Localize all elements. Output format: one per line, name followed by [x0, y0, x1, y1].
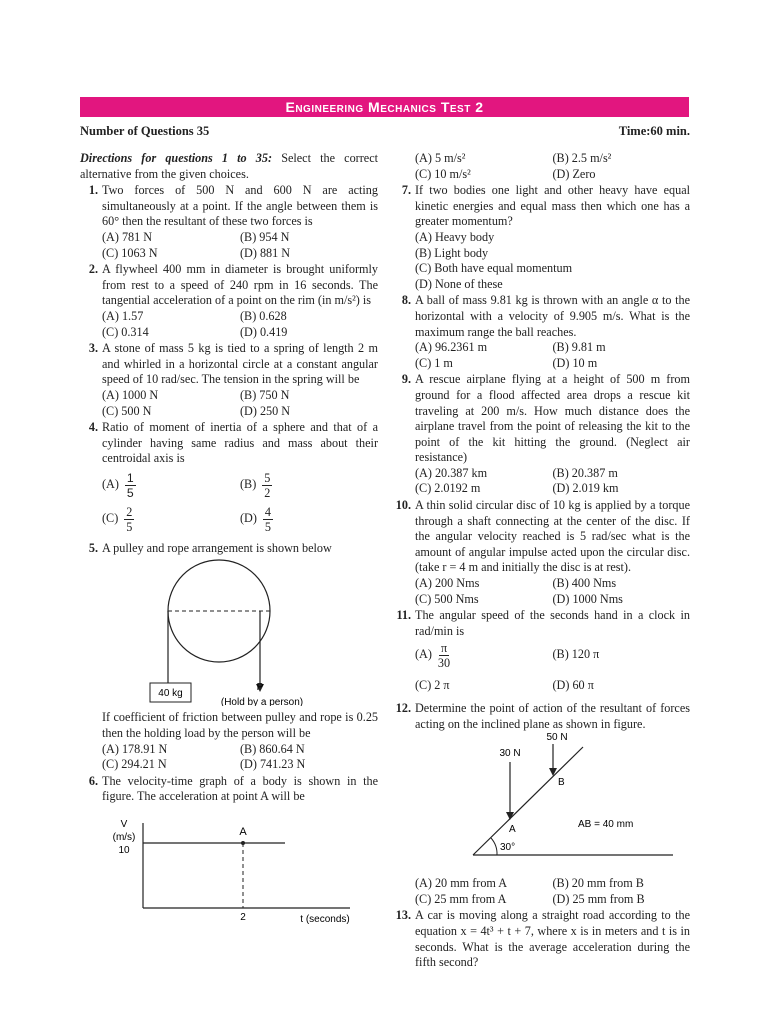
option[interactable]: (B) 2.5 m/s² — [552, 151, 612, 165]
velocity-time-graph — [80, 805, 378, 933]
unit-label: (m/s) — [112, 832, 136, 844]
question-8-options — [393, 340, 690, 371]
option[interactable]: (C) 10 m/s² — [415, 166, 471, 181]
force-50n-label: 50 N — [546, 732, 568, 744]
option[interactable]: (C) 294.21 N — [102, 757, 167, 772]
question-5: 5. A pulley and rope arrangement is shown below — [88, 540, 332, 555]
left-column — [80, 151, 378, 937]
option[interactable]: (A) 200 Nms — [415, 576, 480, 591]
p-label: P — [256, 682, 264, 694]
question-6-options — [393, 151, 690, 182]
inclined-plane-figure — [393, 732, 690, 872]
point-a-label: A — [239, 826, 247, 839]
option[interactable]: (C) Both have equal momentum — [415, 261, 573, 276]
option[interactable]: (D) 2.019 km — [552, 481, 619, 496]
option[interactable]: (B) 120 π — [552, 647, 600, 662]
option[interactable]: (A) $\frac{1}{5}$ — [102, 470, 134, 500]
option[interactable]: (B) 20 mm from B — [552, 876, 644, 891]
directions: Directions for questions 1 to 35: Select the correct alternative from the given choices. — [80, 151, 379, 181]
option[interactable]: (C) 1 m — [415, 355, 453, 370]
question-3-options — [80, 388, 378, 419]
question-12-options — [393, 876, 690, 907]
option[interactable]: (B) 750 N — [240, 387, 290, 402]
right-column — [393, 151, 690, 971]
question-8: 8. A ball of mass 9.81 kg is thrown with an angle α to the horizontal with a velocity of 9.905 m/s. What is the maximum range the ball reaches. — [401, 293, 690, 339]
question-10-options — [393, 576, 690, 607]
option[interactable]: (D) Zero — [552, 166, 596, 181]
option[interactable]: (A) 20 mm from A — [415, 876, 508, 891]
option[interactable]: (A) 781 N — [102, 229, 153, 244]
option[interactable]: (D) 250 N — [240, 403, 291, 418]
option[interactable]: (D) 881 N — [240, 245, 291, 260]
option[interactable]: (A) 5 m/s² — [415, 151, 466, 165]
option[interactable]: (D) 10 m — [552, 355, 598, 370]
option[interactable]: (B) 20.387 m — [552, 465, 618, 480]
angle-arc — [491, 838, 497, 855]
question-13: 13. A car is moving along a straight road according to the equation x = 4t³ + t + 7, where x is in meters and t is in seconds. What is the average acceleration during the fifth second? — [395, 908, 690, 970]
option[interactable]: (D) $\frac{4}{5}$ — [240, 504, 272, 534]
option[interactable]: (D) 741.23 N — [240, 757, 306, 772]
question-5-text2: If coefficient of friction between pulley and rope is 0.25 then the holding load by the person will be — [102, 710, 378, 741]
question-7: 7. If two bodies one light and other heavy have equal kinetic energies and equal mass then which one has a greater momentum? — [401, 183, 690, 229]
force-30n-label: 30 N — [499, 748, 521, 760]
option[interactable]: (A) 1000 N — [102, 387, 159, 402]
option[interactable]: (D) None of these — [415, 276, 503, 291]
question-9: 9. A rescue airplane flying at a height of 500 m from ground for a flood affected area drops a rescue kit traveling at 200 m/s. How much distance does the airplane travel from the point of releasing the kit to the point of the kit hitting the ground. (Neglect air resistance) — [401, 372, 690, 465]
option[interactable]: (B) $\frac{5}{2}$ — [240, 470, 271, 500]
question-4: 4. Ratio of moment of inertia of a sphere and that of a cylinder having same radius and mass about their centroidal axis is — [88, 420, 378, 466]
option[interactable]: (C) 0.314 — [102, 324, 149, 339]
point-a-marker — [241, 841, 245, 845]
question-11: 11. The angular speed of the seconds hand in a clock in rad/min is — [396, 608, 690, 638]
ab-length-label: AB = 40 mm — [578, 819, 634, 831]
x-axis-label: t (seconds) — [300, 914, 350, 926]
option[interactable]: (C) 2.0192 m — [415, 481, 481, 496]
question-3: 3. A stone of mass 5 kg is tied to a spring of length 2 m and whirled in a horizontal circle at a constant angular speed of 10 rad/sec. The tension in the spring will be — [88, 341, 378, 387]
angle-label: 30° — [500, 842, 516, 854]
question-2-options — [80, 309, 378, 340]
option[interactable]: (D) 60 π — [552, 678, 594, 693]
question-1: 1. Two forces of 500 N and 600 N are acting simultaneously at a point. If the angle between them is 60° then the resultant of these two forces is — [88, 183, 378, 229]
question-7-options — [393, 230, 690, 292]
question-2: 2. A flywheel 400 mm in diameter is brought uniformly from rest to a speed of 240 rpm in 16 seconds. The tangential acceleration of a point on the rim (in m/s²) is — [88, 262, 378, 308]
option[interactable]: (C) $\frac{2}{5}$ — [102, 504, 133, 534]
option[interactable]: (C) 1063 N — [102, 245, 158, 260]
load-label: 40 kg — [158, 688, 183, 700]
option[interactable]: (D) 0.419 — [240, 324, 288, 339]
option[interactable]: (A) 178.91 N — [102, 741, 168, 756]
hold-label: (Hold by a person) — [220, 697, 304, 707]
v-label: V — [120, 819, 128, 831]
option[interactable]: (B) 9.81 m — [552, 340, 606, 355]
question-5-options — [80, 742, 378, 773]
tick-2: 2 — [240, 912, 246, 924]
tick-10: 10 — [118, 845, 130, 857]
question-1-options — [80, 230, 378, 261]
question-4-options — [80, 467, 378, 535]
option[interactable]: (D) 25 mm from B — [552, 891, 645, 906]
point-b-label: B — [558, 777, 565, 789]
option[interactable]: (C) 500 N — [102, 403, 152, 418]
option[interactable]: (A) 1.57 — [102, 308, 144, 323]
option[interactable]: (C) 2 π — [415, 678, 450, 693]
arrow-down-icon — [549, 768, 557, 776]
option[interactable]: (C) 500 Nms — [415, 591, 479, 606]
option[interactable]: (A) Heavy body — [415, 229, 495, 244]
option[interactable]: (B) 400 Nms — [552, 576, 617, 591]
question-6: 6. The velocity-time graph of a body is shown in the figure. The acceleration at point A will be — [88, 773, 378, 804]
option[interactable]: (A) 96.2361 m — [415, 340, 488, 355]
incline-line — [473, 747, 583, 855]
time-limit: Time:60 min. — [618, 124, 690, 138]
question-12: 12. Determine the point of action of the resultant of forces acting on the inclined plane as shown in figure. — [395, 701, 690, 731]
question-9-options — [393, 466, 690, 497]
option[interactable]: (A) $\frac{\pi}{30}$ — [415, 641, 451, 671]
test-title-banner: Engineering Mechanics Test 2 — [80, 97, 689, 117]
option[interactable]: (A) 20.387 km — [415, 465, 488, 480]
question-11-options — [393, 639, 690, 700]
option[interactable]: (B) Light body — [415, 245, 489, 260]
option[interactable]: (B) 860.64 N — [240, 741, 305, 756]
point-a-label: A — [509, 824, 516, 836]
option[interactable]: (C) 25 mm from A — [415, 891, 507, 906]
number-of-questions: Number of Questions 35 — [80, 124, 210, 138]
question-10: 10. A thin solid circular disc of 10 kg is applied by a torque through a shaft connecting at the center of the disc. If the angular velocity reached is 5 rad/sec what is the amount of angular impulse acted upon the circular disc. (take r = 4 m and initially the disc is at rest). — [395, 498, 690, 575]
option[interactable]: (B) 954 N — [240, 229, 290, 244]
option[interactable]: (B) 0.628 — [240, 308, 287, 323]
option[interactable]: (D) 1000 Nms — [552, 591, 623, 606]
pulley-rope-figure — [80, 556, 378, 706]
